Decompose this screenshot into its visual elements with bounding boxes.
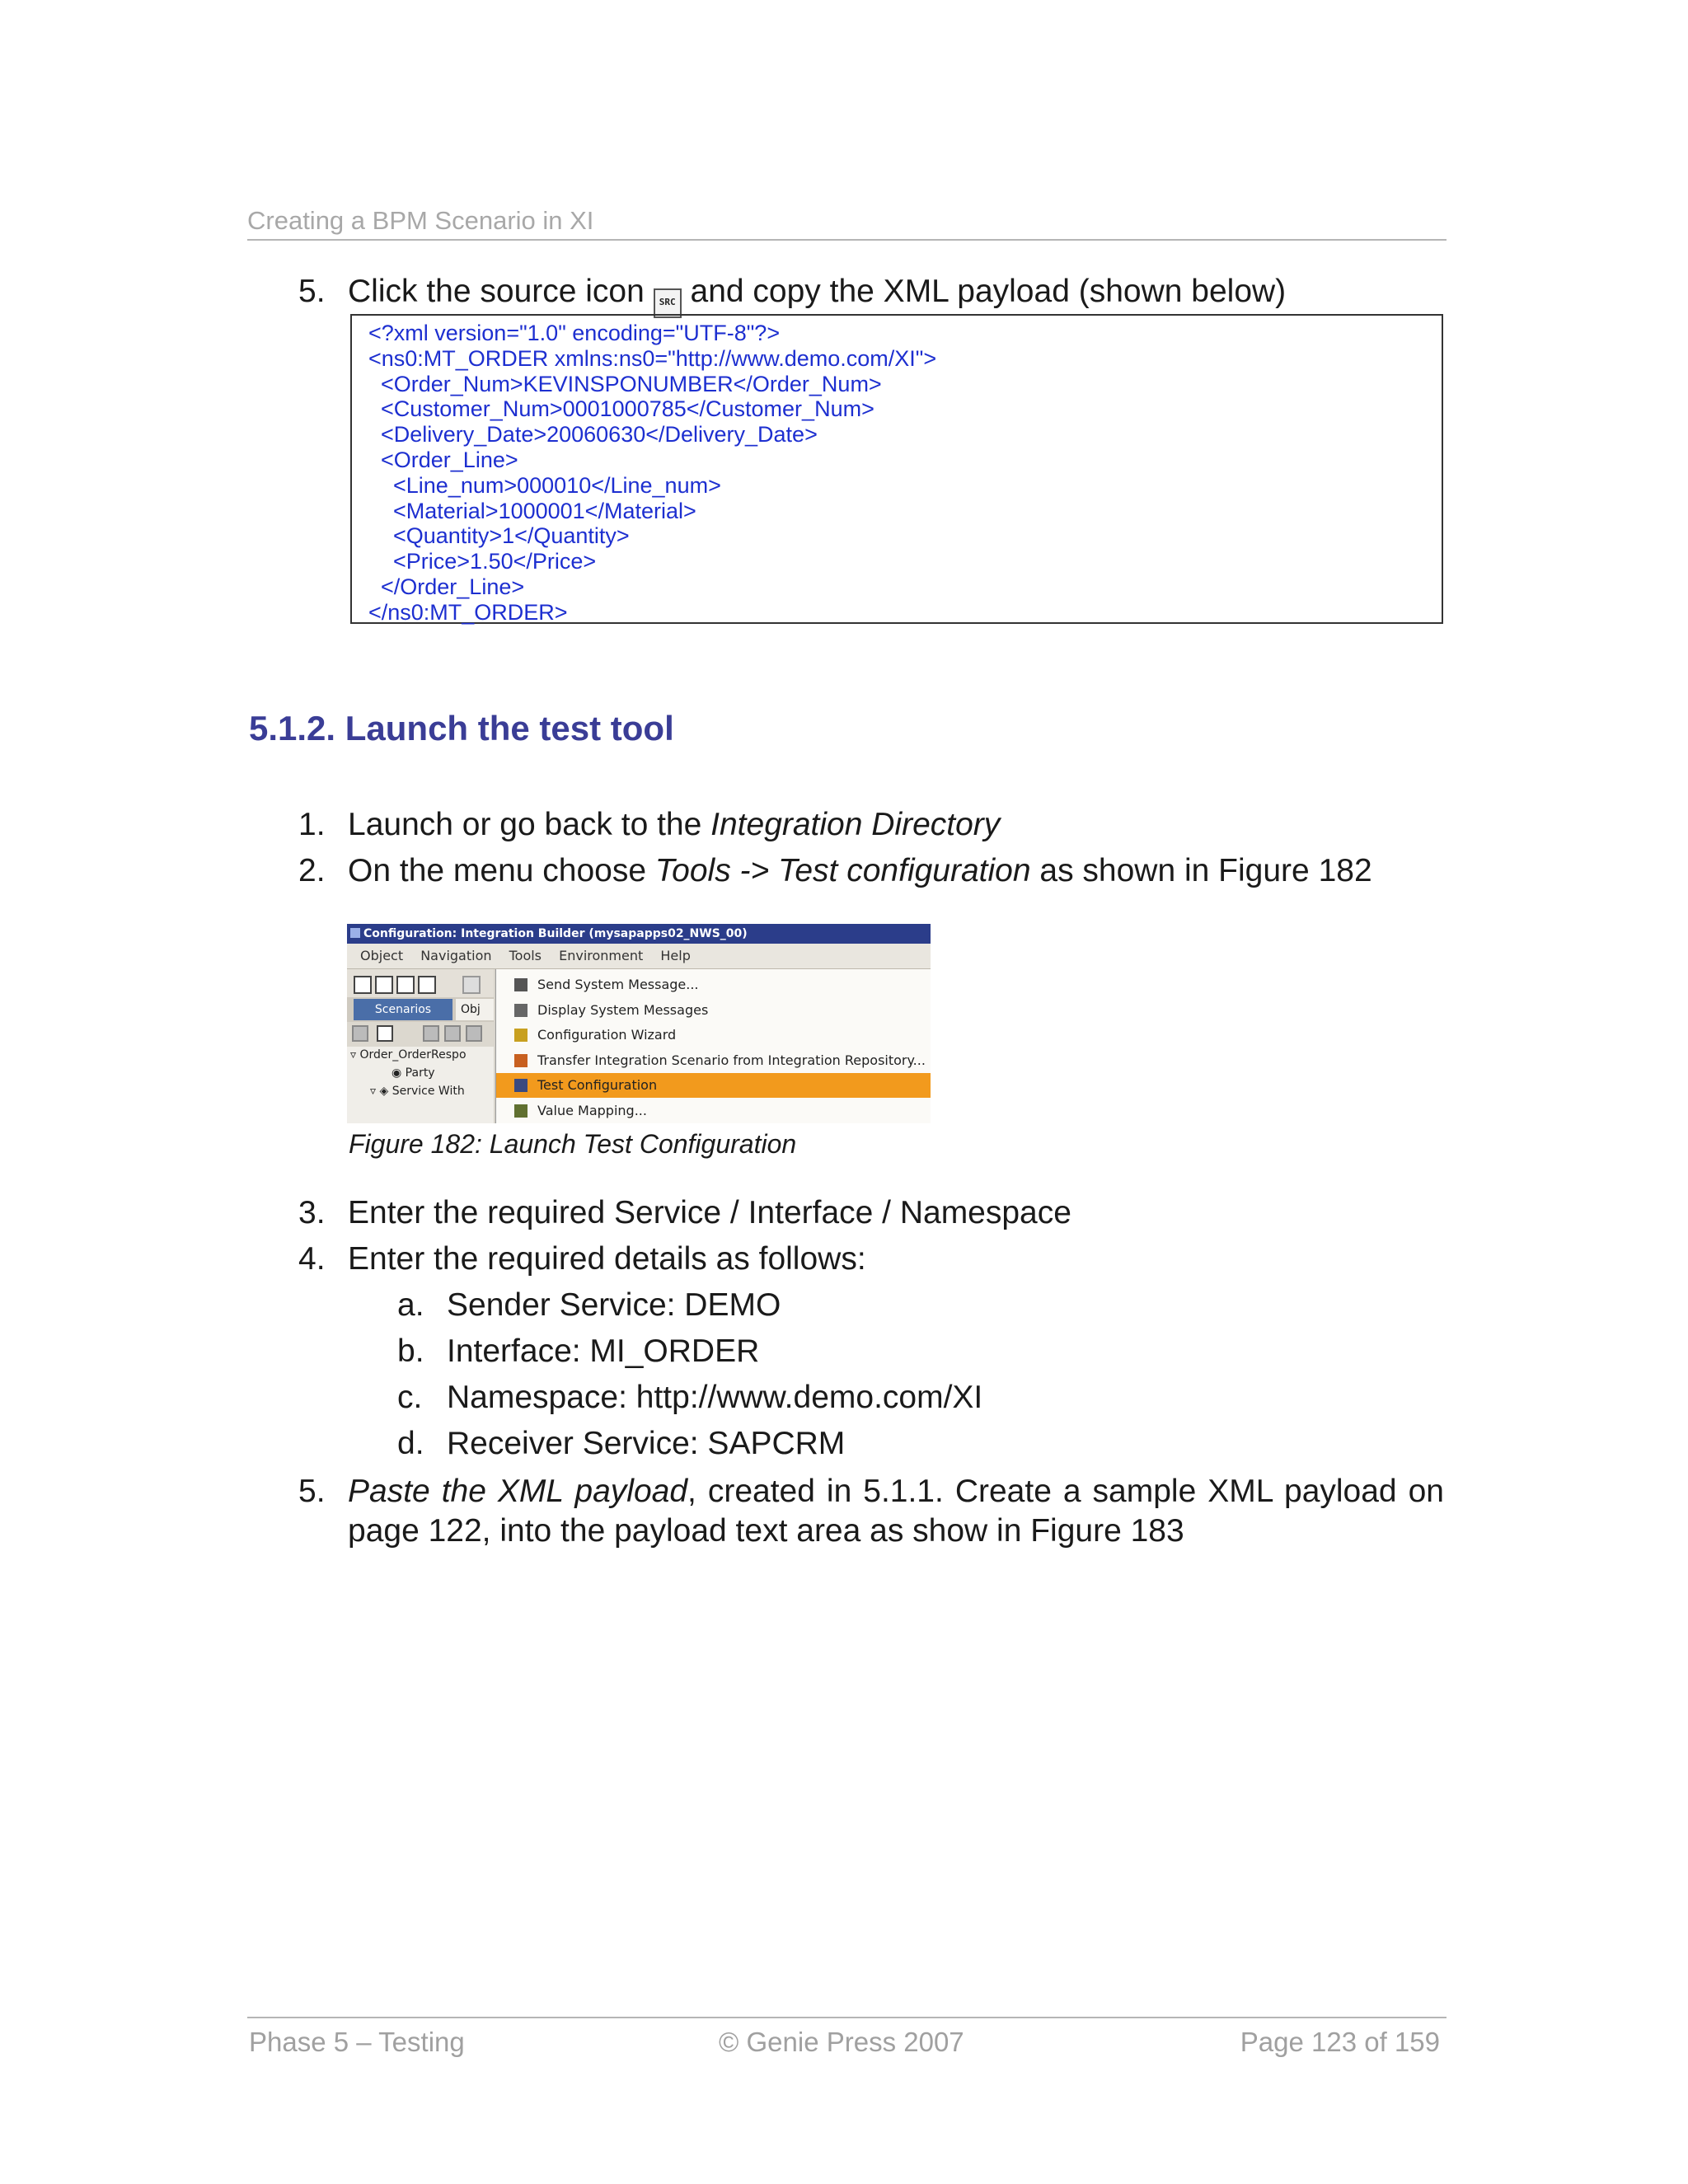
menu-item-label: Configuration Wizard: [537, 1027, 677, 1043]
xml-line: <Delivery_Date>20060630</Delivery_Date>: [368, 422, 818, 448]
figure-182-screenshot: [347, 924, 931, 1123]
object-tree: [347, 1022, 494, 1123]
footer-page-number: Page 123 of 159: [1240, 2027, 1440, 2057]
step-number: 2.: [298, 853, 326, 888]
menu-item-label: Display System Messages: [537, 1001, 709, 1018]
window-titlebar: [347, 924, 931, 944]
menu-bar: [347, 944, 931, 969]
source-icon: SRC: [654, 288, 682, 318]
menu-help[interactable]: Help: [660, 948, 691, 963]
menu-item[interactable]: [496, 1073, 931, 1098]
step-number: 1.: [298, 807, 326, 842]
step-5-paste-payload: [298, 1472, 1444, 1551]
substep-text: Interface: MI_ORDER: [447, 1333, 760, 1369]
substep-letter: d.: [397, 1426, 424, 1461]
page-header: Creating a BPM Scenario in XI: [247, 206, 1447, 241]
step-text: Enter the required details as follows:: [348, 1241, 866, 1277]
step-2: [298, 851, 1452, 891]
new-icon[interactable]: [354, 976, 372, 994]
substep-b: [397, 1332, 1386, 1371]
party-icon: ◉: [392, 1066, 402, 1080]
copy-icon[interactable]: [396, 976, 415, 994]
tree-toolbar: [347, 1022, 494, 1047]
service-icon: ◈: [379, 1085, 389, 1098]
tree-tool-icon[interactable]: [466, 1025, 482, 1042]
page-footer: [247, 2017, 1447, 2066]
substep-letter: b.: [397, 1333, 424, 1369]
tab-scenarios[interactable]: Scenarios: [354, 999, 452, 1020]
substep-c: [397, 1378, 1386, 1418]
delete-icon[interactable]: [418, 976, 436, 994]
tree-tool-icon[interactable]: [444, 1025, 461, 1042]
window-title: Configuration: Integration Builder (mysapapps02_NWS_00): [363, 927, 748, 940]
substep-letter: a.: [397, 1287, 424, 1323]
menu-item-label: Value Mapping...: [537, 1102, 647, 1118]
toolbar: [347, 969, 494, 997]
step-text: On the menu choose: [348, 853, 655, 888]
menu-item-label: Transfer Integration Scenario from Integration Repository...: [537, 1052, 926, 1068]
menu-item[interactable]: [496, 1099, 931, 1123]
tab-strip: [347, 997, 494, 1022]
xml-line: </Order_Line>: [368, 574, 525, 599]
menu-item[interactable]: [496, 1048, 931, 1073]
binoculars-icon[interactable]: [377, 1025, 393, 1042]
substep-text: Sender Service: DEMO: [447, 1287, 781, 1323]
xml-line: <Material>1000001</Material>: [368, 498, 696, 523]
substep-text: Receiver Service: SAPCRM: [447, 1426, 846, 1461]
xml-line: </ns0:MT_ORDER>: [368, 599, 568, 625]
menu-navigation[interactable]: Navigation: [420, 948, 492, 963]
step-text-italic: Tools -> Test configuration: [654, 853, 1031, 888]
menu-item[interactable]: [496, 972, 931, 997]
footer-copyright: © Genie Press 2007: [719, 2027, 964, 2057]
tree-tool-icon[interactable]: [423, 1025, 439, 1042]
xml-line: <ns0:MT_ORDER xmlns:ns0="http://www.demo.com/XI">: [368, 345, 937, 371]
xml-line: <Quantity>1</Quantity>: [368, 523, 630, 549]
tree-tool-icon[interactable]: [352, 1025, 368, 1042]
substep-a: [397, 1286, 1386, 1325]
menu-item[interactable]: [496, 1023, 931, 1047]
substep-d: [397, 1424, 1386, 1464]
xml-line: <?xml version="1.0" encoding="UTF-8"?>: [368, 321, 781, 345]
tree-item[interactable]: ▿ Order_OrderRespo: [350, 1048, 467, 1062]
tree-item[interactable]: ▿ ◈ Service With: [370, 1085, 465, 1098]
step-5-copy-payload: [298, 272, 1452, 312]
menu-tools[interactable]: Tools: [509, 948, 542, 963]
step-4: [298, 1240, 1452, 1279]
mapping-icon: [514, 1104, 528, 1118]
figure-caption: Figure 182: Launch Test Configuration: [349, 1129, 797, 1159]
tools-dropdown-menu: [495, 969, 931, 1123]
step-number: 4.: [298, 1241, 326, 1277]
menu-object[interactable]: Object: [360, 948, 404, 963]
step-text: , created in 5.1.1. Create a sample XML payload on page 122, into the payload text area as show in Figure 183: [348, 1474, 1444, 1549]
section-heading: 5.1.2. Launch the test tool: [249, 709, 674, 748]
menu-environment[interactable]: Environment: [559, 948, 644, 963]
substep-letter: c.: [397, 1380, 423, 1415]
step-1: [298, 805, 1452, 845]
menu-item-label: Send System Message...: [537, 977, 699, 992]
xml-line: <Order_Line>: [368, 447, 518, 472]
message-icon: [514, 978, 528, 991]
globe-icon: [514, 1054, 528, 1067]
step-3: [298, 1193, 1452, 1233]
step-text-rest: as shown in Figure 182: [1030, 853, 1372, 888]
wand-icon: [514, 1029, 528, 1042]
step-number: 5.: [298, 274, 326, 309]
step-text: Click the source icon: [348, 274, 645, 309]
xml-line: <Line_num>000010</Line_num>: [368, 472, 721, 498]
step-text: Launch or go back to the: [348, 807, 711, 842]
envelope-icon: [514, 1004, 528, 1017]
menu-item-label: Test Configuration: [537, 1077, 658, 1093]
xml-line: <Price>1.50</Price>: [368, 549, 597, 574]
step-number: 3.: [298, 1195, 326, 1230]
open-icon[interactable]: [375, 976, 393, 994]
footer-section: Phase 5 – Testing: [249, 2027, 465, 2057]
disabled-icon: [462, 976, 481, 994]
xml-payload-box: [350, 314, 1443, 624]
substep-text: Namespace: http://www.demo.com/XI: [447, 1380, 983, 1415]
xml-line: <Order_Num>KEVINSPONUMBER</Order_Num>: [368, 371, 882, 396]
xml-line: <Customer_Num>0001000785</Customer_Num>: [368, 396, 874, 422]
step-text-rest: and copy the XML payload (shown below): [690, 274, 1287, 309]
step-text-italic: Integration Directory: [710, 807, 1001, 842]
step-number: 5.: [298, 1474, 326, 1509]
menu-item[interactable]: [496, 998, 931, 1023]
app-icon: [350, 928, 360, 938]
tab-objects[interactable]: Obj: [456, 999, 494, 1020]
test-icon: [514, 1079, 528, 1092]
step-text: Enter the required Service / Interface / Namespace: [348, 1195, 1071, 1230]
tree-item[interactable]: ◉ Party: [392, 1066, 435, 1080]
step-text-italic: Paste the XML payload: [348, 1474, 688, 1509]
